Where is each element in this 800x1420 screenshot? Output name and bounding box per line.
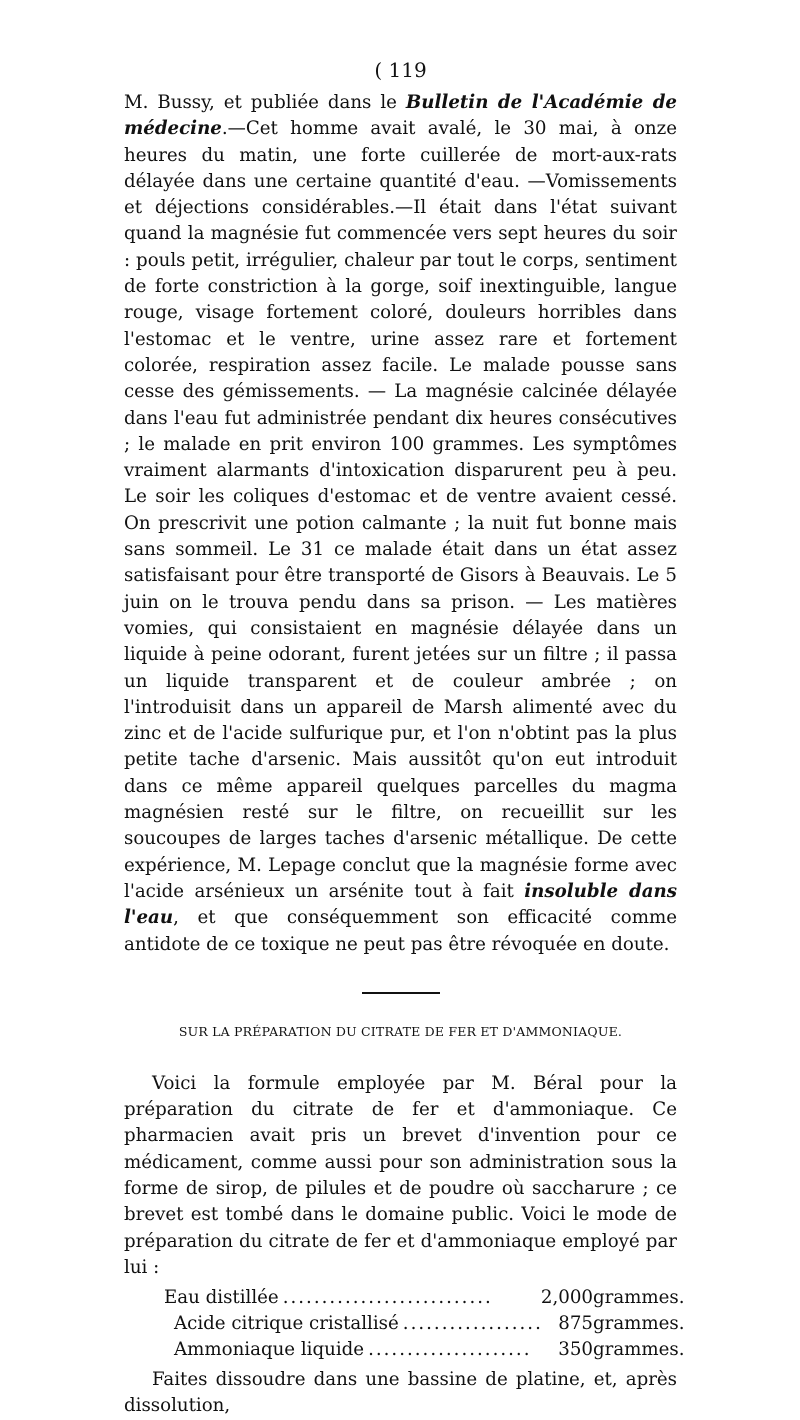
paragraph-text: , et que conséquemment son efficacité comme antidote de ce toxique ne peut pas être révoquée en doute.: [124, 907, 677, 955]
ingredient-quantity: 350: [558, 1339, 593, 1361]
ingredient-unit: grammes.: [593, 1287, 685, 1309]
recipe-row: [174, 1311, 685, 1337]
paragraph-text: M. Bussy, et publiée dans le: [124, 92, 406, 113]
recipe-row: [164, 1285, 685, 1311]
ingredient-name: Ammoniaque liquide: [174, 1339, 365, 1361]
instruction-paragraph: Faites dissoudre dans une bassine de platine, et, après dissolution,: [124, 1369, 677, 1417]
ingredient-quantity: 875: [558, 1313, 593, 1335]
ingredient-quantity: 2,000: [540, 1287, 593, 1309]
section-divider: [362, 992, 440, 994]
recipe-list: [124, 1285, 685, 1363]
recipe-row: [174, 1337, 685, 1363]
ingredient-unit: grammes.: [593, 1313, 685, 1335]
ingredient-unit: grammes.: [593, 1339, 685, 1361]
leader-dots: .....................: [368, 1339, 532, 1361]
case-report-paragraph: [124, 90, 677, 958]
section-heading: SUR LA PRÉPARATION DU CITRATE DE FER ET D'AMMONIAQUE.: [178, 1023, 623, 1039]
ingredient-name: Acide citrique cristallisé: [174, 1313, 399, 1335]
emphasis-text: insoluble dans l'eau: [124, 880, 677, 929]
leader-dots: ..................: [402, 1313, 543, 1335]
leader-dots: ...........................: [282, 1287, 493, 1309]
formula-paragraph: Voici la formule employée par M. Béral pour la préparation du citrate de fer et d'ammoniaque. Ce pharmacien avait pris un brevet d'invention pour ce médicament, comme aussi pour son administration sous la forme de sirop, de pilules et de poudre où saccharure ; ce brevet est tombé dans le domaine public. Voici le mode de préparation du citrate de fer et d'ammoniaque employé par lui :: [124, 1072, 677, 1278]
journal-title: Bulletin de l'Académie de médecine: [124, 92, 677, 140]
page-number: ( 119: [374, 58, 427, 82]
ingredient-name: Eau distillée: [164, 1287, 279, 1309]
paragraph-text: .—Cet homme avait avalé, le 30 mai, à onze heures du matin, une forte cuillerée de mort-aux-rats délayée dans une certaine quantité d'eau. —Vomissements et déjections considérables.—Il était dans l'état suivant quand la magnésie fut commencée vers sept heures du soir : pouls petit, irrégulier, chaleur par tout le corps, sentiment de forte constriction à la gorge, soif inextinguible, langue rouge, visage fortement coloré, douleurs horribles dans l'estomac et le ventre, urine assez rare et fortement colorée, respiration assez facile. Le malade pousse sans cesse des gémissements. — La magnésie calcinée délayée dans l'eau fut administrée pendant dix heures consécutives ; le malade en prit environ 100 grammes. Les symptômes vraiment alarmants d'intoxication disparurent peu à peu. Le soir les coliques d'estomac et de ventre avaient cessé. On prescrivit une potion calmante ; la nuit fut bonne mais sans sommeil. Le 31 ce malade était dans un état assez satisfaisant pour être transporté de Gisors à Beauvais. Le 5 juin on le trouva pendu dans sa prison. — Les matières vomies, qui consistaient en magnésie délayée dans un liquide à peine odorant, furent jetées sur un filtre ; il passa un liquide transparent et de couleur ambrée ; on l'introduisit dans un appareil de Marsh alimenté avec du zinc et de l'acide sulfurique pur, et l'on n'obtint pas la plus petite tache d'arsenic. Mais aussitôt qu'on eut introduit dans ce même appareil quelques parcelles du magma magnésien resté sur le filtre, on recueillit sur les soucoupes de larges taches d'arsenic métallique. De cette expérience, M. Lepage conclut que la magnésie forme avec l'acide arsénieux un arsénite tout à fait: [124, 118, 677, 902]
page: [124, 56, 685, 1420]
